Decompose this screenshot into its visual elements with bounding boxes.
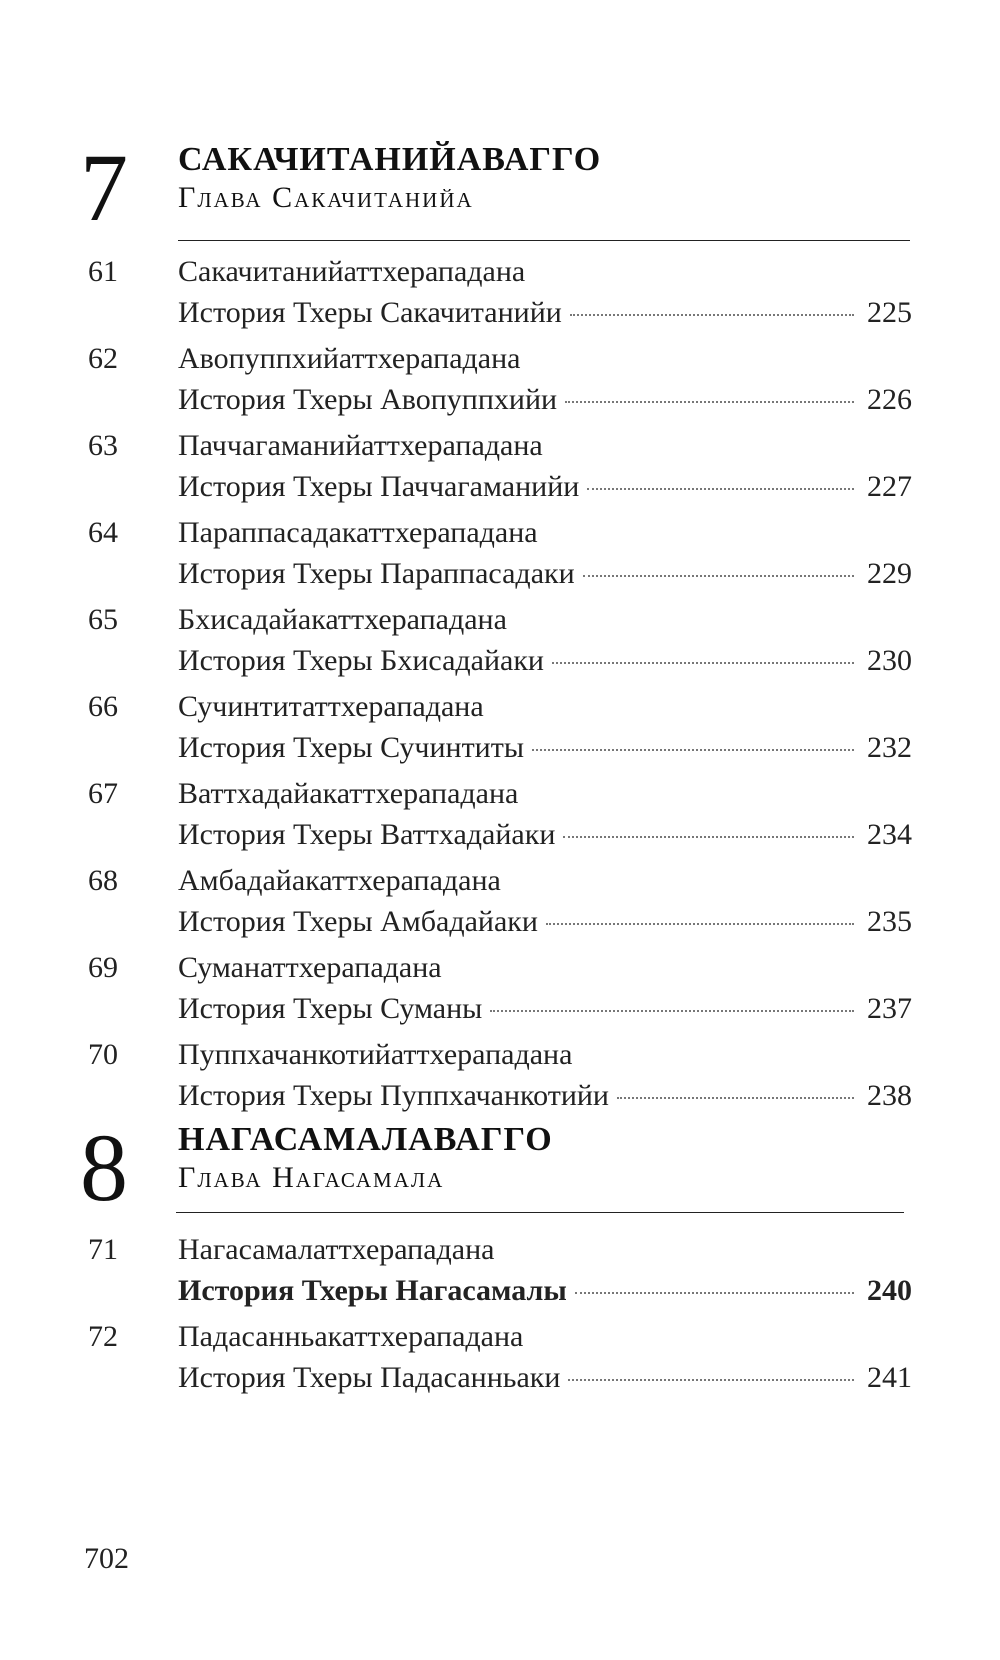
chapter-titles [178, 140, 601, 216]
entry-number: 61 [88, 255, 118, 288]
toc-entry[interactable] [80, 774, 912, 861]
entry-pali-name: Нагасамалаттхерападана [178, 1233, 495, 1266]
entry-page-number: 241 [867, 1361, 912, 1394]
entry-pali-name: Авопуппхийаттхерападана [178, 342, 521, 375]
entry-title[interactable]: История Тхеры Пуппхачанкотийи [178, 1079, 609, 1112]
entry-title[interactable]: История Тхеры Параппасадаки [178, 557, 575, 590]
dot-leader [575, 1292, 854, 1294]
toc-entry[interactable] [80, 426, 912, 513]
dot-leader [532, 749, 854, 751]
entry-pali-name: Паччагаманийаттхерападана [178, 429, 543, 462]
dot-leader [565, 401, 854, 403]
entry-page-number: 240 [867, 1274, 912, 1307]
dot-leader [583, 575, 854, 577]
toc-entry[interactable] [80, 339, 912, 426]
entry-title[interactable]: История Тхеры Сакачитанийи [178, 296, 562, 329]
entry-page-number: 227 [867, 470, 912, 503]
chapter-header [80, 1112, 910, 1221]
entry-page-number: 229 [867, 557, 912, 590]
chapter-titles [178, 1120, 553, 1196]
dot-leader [552, 662, 854, 664]
entry-pali-name: Сучинтитаттхерападана [178, 690, 484, 723]
entry-number: 71 [88, 1233, 118, 1266]
entry-title[interactable]: История Тхеры Амбадайаки [178, 905, 538, 938]
chapter-divider [176, 1212, 904, 1213]
entry-page-number: 234 [867, 818, 912, 851]
entry-number: 68 [88, 864, 118, 897]
entry-title[interactable]: История Тхеры Падасанньаки [178, 1361, 561, 1394]
entry-title[interactable]: История Тхеры Бхисадайаки [178, 644, 544, 677]
chapter-number: 7 [80, 134, 128, 241]
chapter-divider [178, 240, 910, 241]
chapter-number: 8 [80, 1114, 128, 1221]
entry-title[interactable]: История Тхеры Сучинтиты [178, 731, 524, 764]
chapter-russian-title: Глава Нагасамала [178, 1161, 445, 1194]
entry-number: 69 [88, 951, 118, 984]
entry-page-number: 238 [867, 1079, 912, 1112]
entry-page-number: 235 [867, 905, 912, 938]
toc-entry[interactable] [80, 1230, 912, 1317]
chapter-pali-title: САКАЧИТАНИЙАВАГГО [178, 141, 602, 178]
chapter-header [80, 128, 910, 241]
entry-page-number: 226 [867, 383, 912, 416]
entry-pali-name: Бхисадайакаттхерападана [178, 603, 507, 636]
toc-entry[interactable] [80, 948, 912, 1035]
dot-leader [546, 923, 854, 925]
dot-leader [568, 1379, 854, 1381]
dot-leader [563, 836, 854, 838]
entry-pali-name: Сакачитанийаттхерападана [178, 255, 526, 288]
entry-number: 70 [88, 1038, 118, 1071]
entry-pali-name: Амбадайакаттхерападана [178, 864, 501, 897]
entry-pali-name: Ваттхадайакаттхерападана [178, 777, 519, 810]
entry-pali-name: Суманаттхерападана [178, 951, 442, 984]
entry-number: 63 [88, 429, 118, 462]
entry-title[interactable]: История Тхеры Ваттхадайаки [178, 818, 556, 851]
dot-leader [587, 488, 854, 490]
entry-title[interactable]: История Тхеры Нагасамалы [178, 1274, 567, 1307]
toc-entry[interactable] [80, 252, 912, 339]
entry-list [80, 1230, 912, 1404]
entry-page-number: 237 [867, 992, 912, 1025]
toc-entry[interactable] [80, 687, 912, 774]
dot-leader [570, 314, 854, 316]
entry-title[interactable]: История Тхеры Авопуппхийи [178, 383, 558, 416]
entry-pali-name: Пуппхачанкотийаттхерападана [178, 1038, 573, 1071]
toc-entry[interactable] [80, 1317, 912, 1404]
entry-title[interactable]: История Тхеры Суманы [178, 992, 483, 1025]
entry-page-number: 232 [867, 731, 912, 764]
entry-pali-name: Падасанньакаттхерападана [178, 1320, 524, 1353]
entry-number: 62 [88, 342, 118, 375]
entry-title[interactable]: История Тхеры Паччагаманийи [178, 470, 580, 503]
page-number: 702 [84, 1542, 129, 1575]
entry-page-number: 230 [867, 644, 912, 677]
toc-entry[interactable] [80, 1035, 912, 1122]
dot-leader [490, 1010, 854, 1012]
toc-entry[interactable] [80, 600, 912, 687]
entry-number: 64 [88, 516, 118, 549]
entry-list [80, 252, 912, 1122]
entry-page-number: 225 [867, 296, 912, 329]
entry-number: 65 [88, 603, 118, 636]
chapter-russian-title: Глава Сакачитанийа [178, 181, 474, 214]
chapter-pali-title: НАГАСАМАЛАВАГГО [178, 1121, 553, 1158]
entry-number: 72 [88, 1320, 118, 1353]
toc-entry[interactable] [80, 513, 912, 600]
entry-pali-name: Параппасадакаттхерападана [178, 516, 538, 549]
entry-number: 67 [88, 777, 118, 810]
entry-number: 66 [88, 690, 118, 723]
dot-leader [617, 1097, 854, 1099]
toc-entry[interactable] [80, 861, 912, 948]
